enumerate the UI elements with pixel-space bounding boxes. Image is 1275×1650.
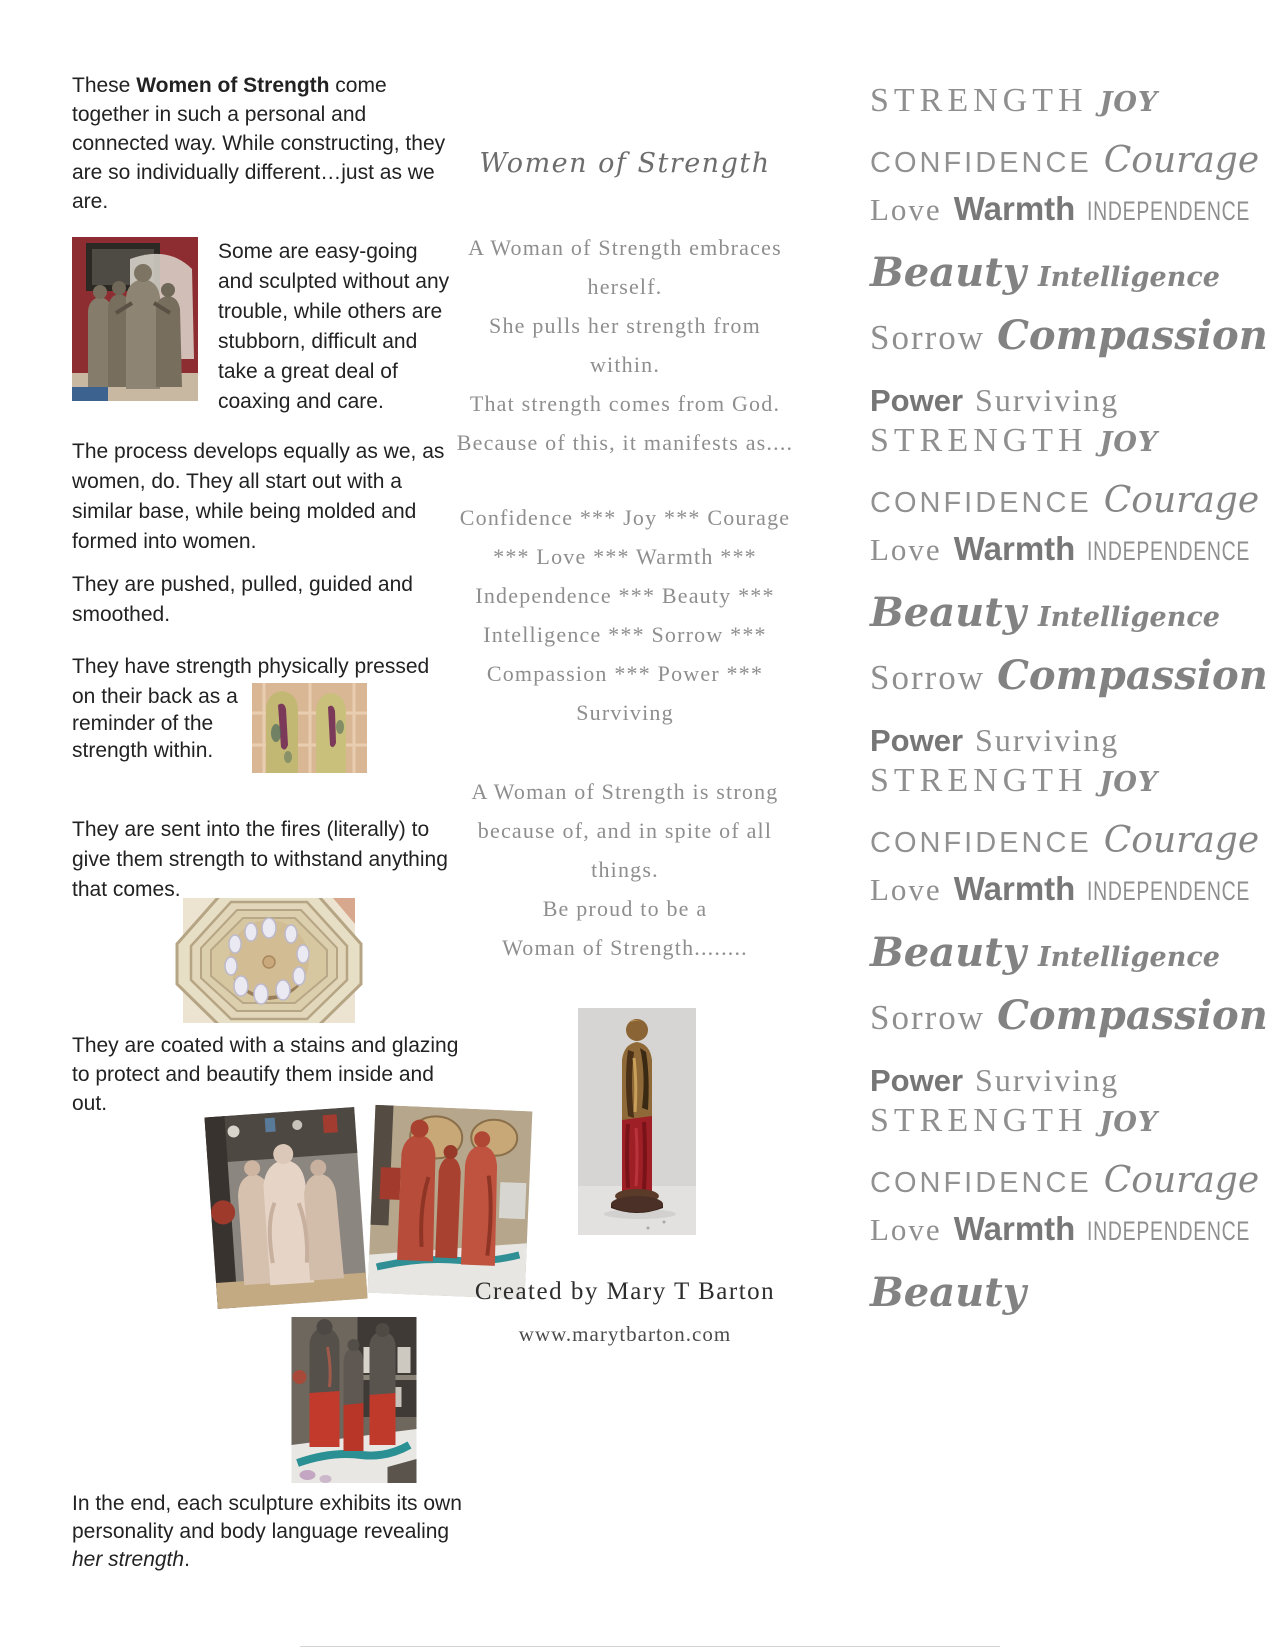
fires-paragraph: They are sent into the fires (literally) to give them strength to withstand anything that comes. [72, 818, 448, 901]
word-art-power: Power [870, 383, 964, 418]
word-art-beauty: Beauty [870, 929, 1026, 976]
word-art-warmth: Warmth [953, 870, 1076, 907]
word-art-joy: JOY [1099, 767, 1159, 798]
word-art-strength: STRENGTH [870, 1102, 1088, 1139]
poem-line: Woman of Strength........ [502, 935, 748, 960]
word-art-warmth: Warmth [953, 190, 1076, 227]
pressed-line1: They have strength physically pressed [72, 655, 430, 678]
word-art-beauty: Beauty [870, 589, 1026, 636]
word-art-beauty: Beauty [870, 249, 1026, 296]
word-art-line [870, 1269, 1200, 1332]
poem-line: A Woman of Strength embraces herself. [468, 235, 782, 299]
word-art-line [870, 820, 1260, 870]
poem-line: Because of this, it manifests as.... [456, 430, 794, 455]
easygoing-block [72, 237, 464, 417]
word-art-line [870, 1102, 1200, 1160]
word-art-confidence: CONFIDENCE [870, 147, 1092, 179]
photo-kiln-top-view [73, 898, 465, 1023]
closing-prefix: In the end, each sculpture exhibits its own personality and body language revealing [72, 1492, 462, 1543]
word-art-power: Power [870, 1063, 964, 1098]
poem-two [455, 772, 795, 967]
word-art-courage: Courage [1103, 1160, 1260, 1201]
word-art-confidence: CONFIDENCE [870, 1167, 1092, 1199]
word-art-sorrow: Sorrow [870, 998, 986, 1037]
word-art-line [870, 652, 1268, 722]
word-art-intelligence: Intelligence [1037, 262, 1220, 293]
poem-line: She pulls her strength from within. [489, 313, 761, 377]
poem-line: Be proud to be a [542, 896, 708, 921]
word-art-joy: JOY [1099, 427, 1159, 458]
word-art-line [870, 1210, 1251, 1269]
word-art-courage: Courage [1103, 140, 1260, 181]
word-art-love: Love [870, 1212, 942, 1247]
pushed-paragraph: They are pushed, pulled, guided and smoothed. [72, 573, 413, 626]
credit-line: Created by Mary T Barton [474, 1278, 776, 1305]
word-art-compassion: Compassion [997, 992, 1268, 1039]
word-art-beauty: Beauty [870, 1269, 1026, 1316]
word-art-surviving: Surviving [975, 1062, 1120, 1098]
word-art-line [870, 382, 1200, 422]
easygoing-paragraph: Some are easy-going and sculpted without any trouble, while others are stubborn, difficult and take a great deal of coaxing and care. [218, 240, 450, 413]
process-paragraph: The process develops equally as we, as women, do. They all start out with a similar base, while being molded and formed into women. [72, 440, 445, 553]
word-art-line [870, 870, 1251, 929]
brochure-title: Women of Strength [479, 148, 771, 179]
intro-bold: Women of Strength [136, 74, 330, 97]
closing-italic: her strength [72, 1548, 185, 1571]
poem-line: That strength comes from God. [469, 391, 781, 416]
word-art-love: Love [870, 532, 942, 567]
coated-paragraph: They are coated with a stains and glazing to protect and beautify them inside and out. [72, 1034, 459, 1115]
word-art-line [870, 1062, 1200, 1102]
closing-suffix: . [184, 1548, 190, 1571]
website-line: www.marytbarton.com [518, 1322, 732, 1346]
word-art-strength: STRENGTH [870, 422, 1088, 459]
word-art-line [870, 722, 1200, 762]
word-art-independence: INDEPENDENCE [1087, 196, 1251, 226]
photo-finished-sculpture [578, 1008, 696, 1235]
word-art-intelligence: Intelligence [1037, 602, 1220, 633]
left-column [72, 0, 464, 1650]
middle-column [455, 0, 795, 1650]
word-art-compassion: Compassion [997, 312, 1268, 359]
page-bottom-rule [300, 1646, 1000, 1647]
intro-prefix: These [72, 74, 137, 97]
poem-one [455, 228, 795, 462]
closing-paragraph [72, 1490, 464, 1574]
word-art-line [870, 530, 1251, 589]
word-art-compassion: Compassion [997, 652, 1268, 699]
word-art-love: Love [870, 192, 942, 227]
word-art-line [870, 762, 1200, 820]
pressed-rest: on their back as a reminder of the strength within. [72, 685, 238, 762]
pressed-block [72, 683, 464, 773]
word-art-line [870, 480, 1260, 530]
word-art-surviving: Surviving [975, 722, 1120, 758]
word-art-confidence: CONFIDENCE [870, 827, 1092, 859]
word-art-joy: JOY [1099, 1107, 1159, 1138]
word-art-column [870, 82, 1268, 1332]
word-art-strength: STRENGTH [870, 82, 1088, 119]
word-art-line [870, 589, 1220, 652]
photo-two-figures-purple-marks [252, 683, 367, 773]
word-art-line [870, 929, 1220, 992]
word-art-independence: INDEPENDENCE [1087, 876, 1251, 906]
word-art-power: Power [870, 723, 964, 758]
word-art-line [870, 249, 1220, 312]
word-art-sorrow: Sorrow [870, 318, 986, 357]
word-art-joy: JOY [1099, 87, 1159, 118]
word-art-warmth: Warmth [953, 1210, 1076, 1247]
word-art-strength: STRENGTH [870, 762, 1088, 799]
word-art-courage: Courage [1103, 480, 1260, 521]
word-art-line [870, 422, 1200, 480]
word-art-line [870, 1160, 1260, 1210]
word-art-line [870, 992, 1268, 1062]
photo-sculpture-group-red-wall [72, 237, 198, 401]
intro-suffix: come together in such a personal and connected way. While constructing, they are so individually different…just as we are. [72, 74, 446, 213]
word-art-line [870, 190, 1251, 249]
word-art-line [870, 140, 1260, 190]
word-art-line [870, 82, 1200, 140]
word-art-independence: INDEPENDENCE [1087, 1216, 1251, 1246]
word-art-independence: INDEPENDENCE [1087, 536, 1251, 566]
qualities-list: Confidence *** Joy *** Courage *** Love *** Warmth *** Independence *** Beauty *** Intelligence *** Sorrow *** Compassion *** Power *** Surviving [459, 505, 791, 725]
word-art-intelligence: Intelligence [1037, 942, 1220, 973]
word-art-line [870, 312, 1268, 382]
intro-paragraph [72, 71, 464, 216]
word-art-surviving: Surviving [975, 382, 1120, 418]
word-art-love: Love [870, 872, 942, 907]
word-art-confidence: CONFIDENCE [870, 487, 1092, 519]
word-art-warmth: Warmth [953, 530, 1076, 567]
word-art-sorrow: Sorrow [870, 658, 986, 697]
poem-line: A Woman of Strength is strong because of, and in spite of all things. [471, 779, 779, 882]
word-art-courage: Courage [1103, 820, 1260, 861]
